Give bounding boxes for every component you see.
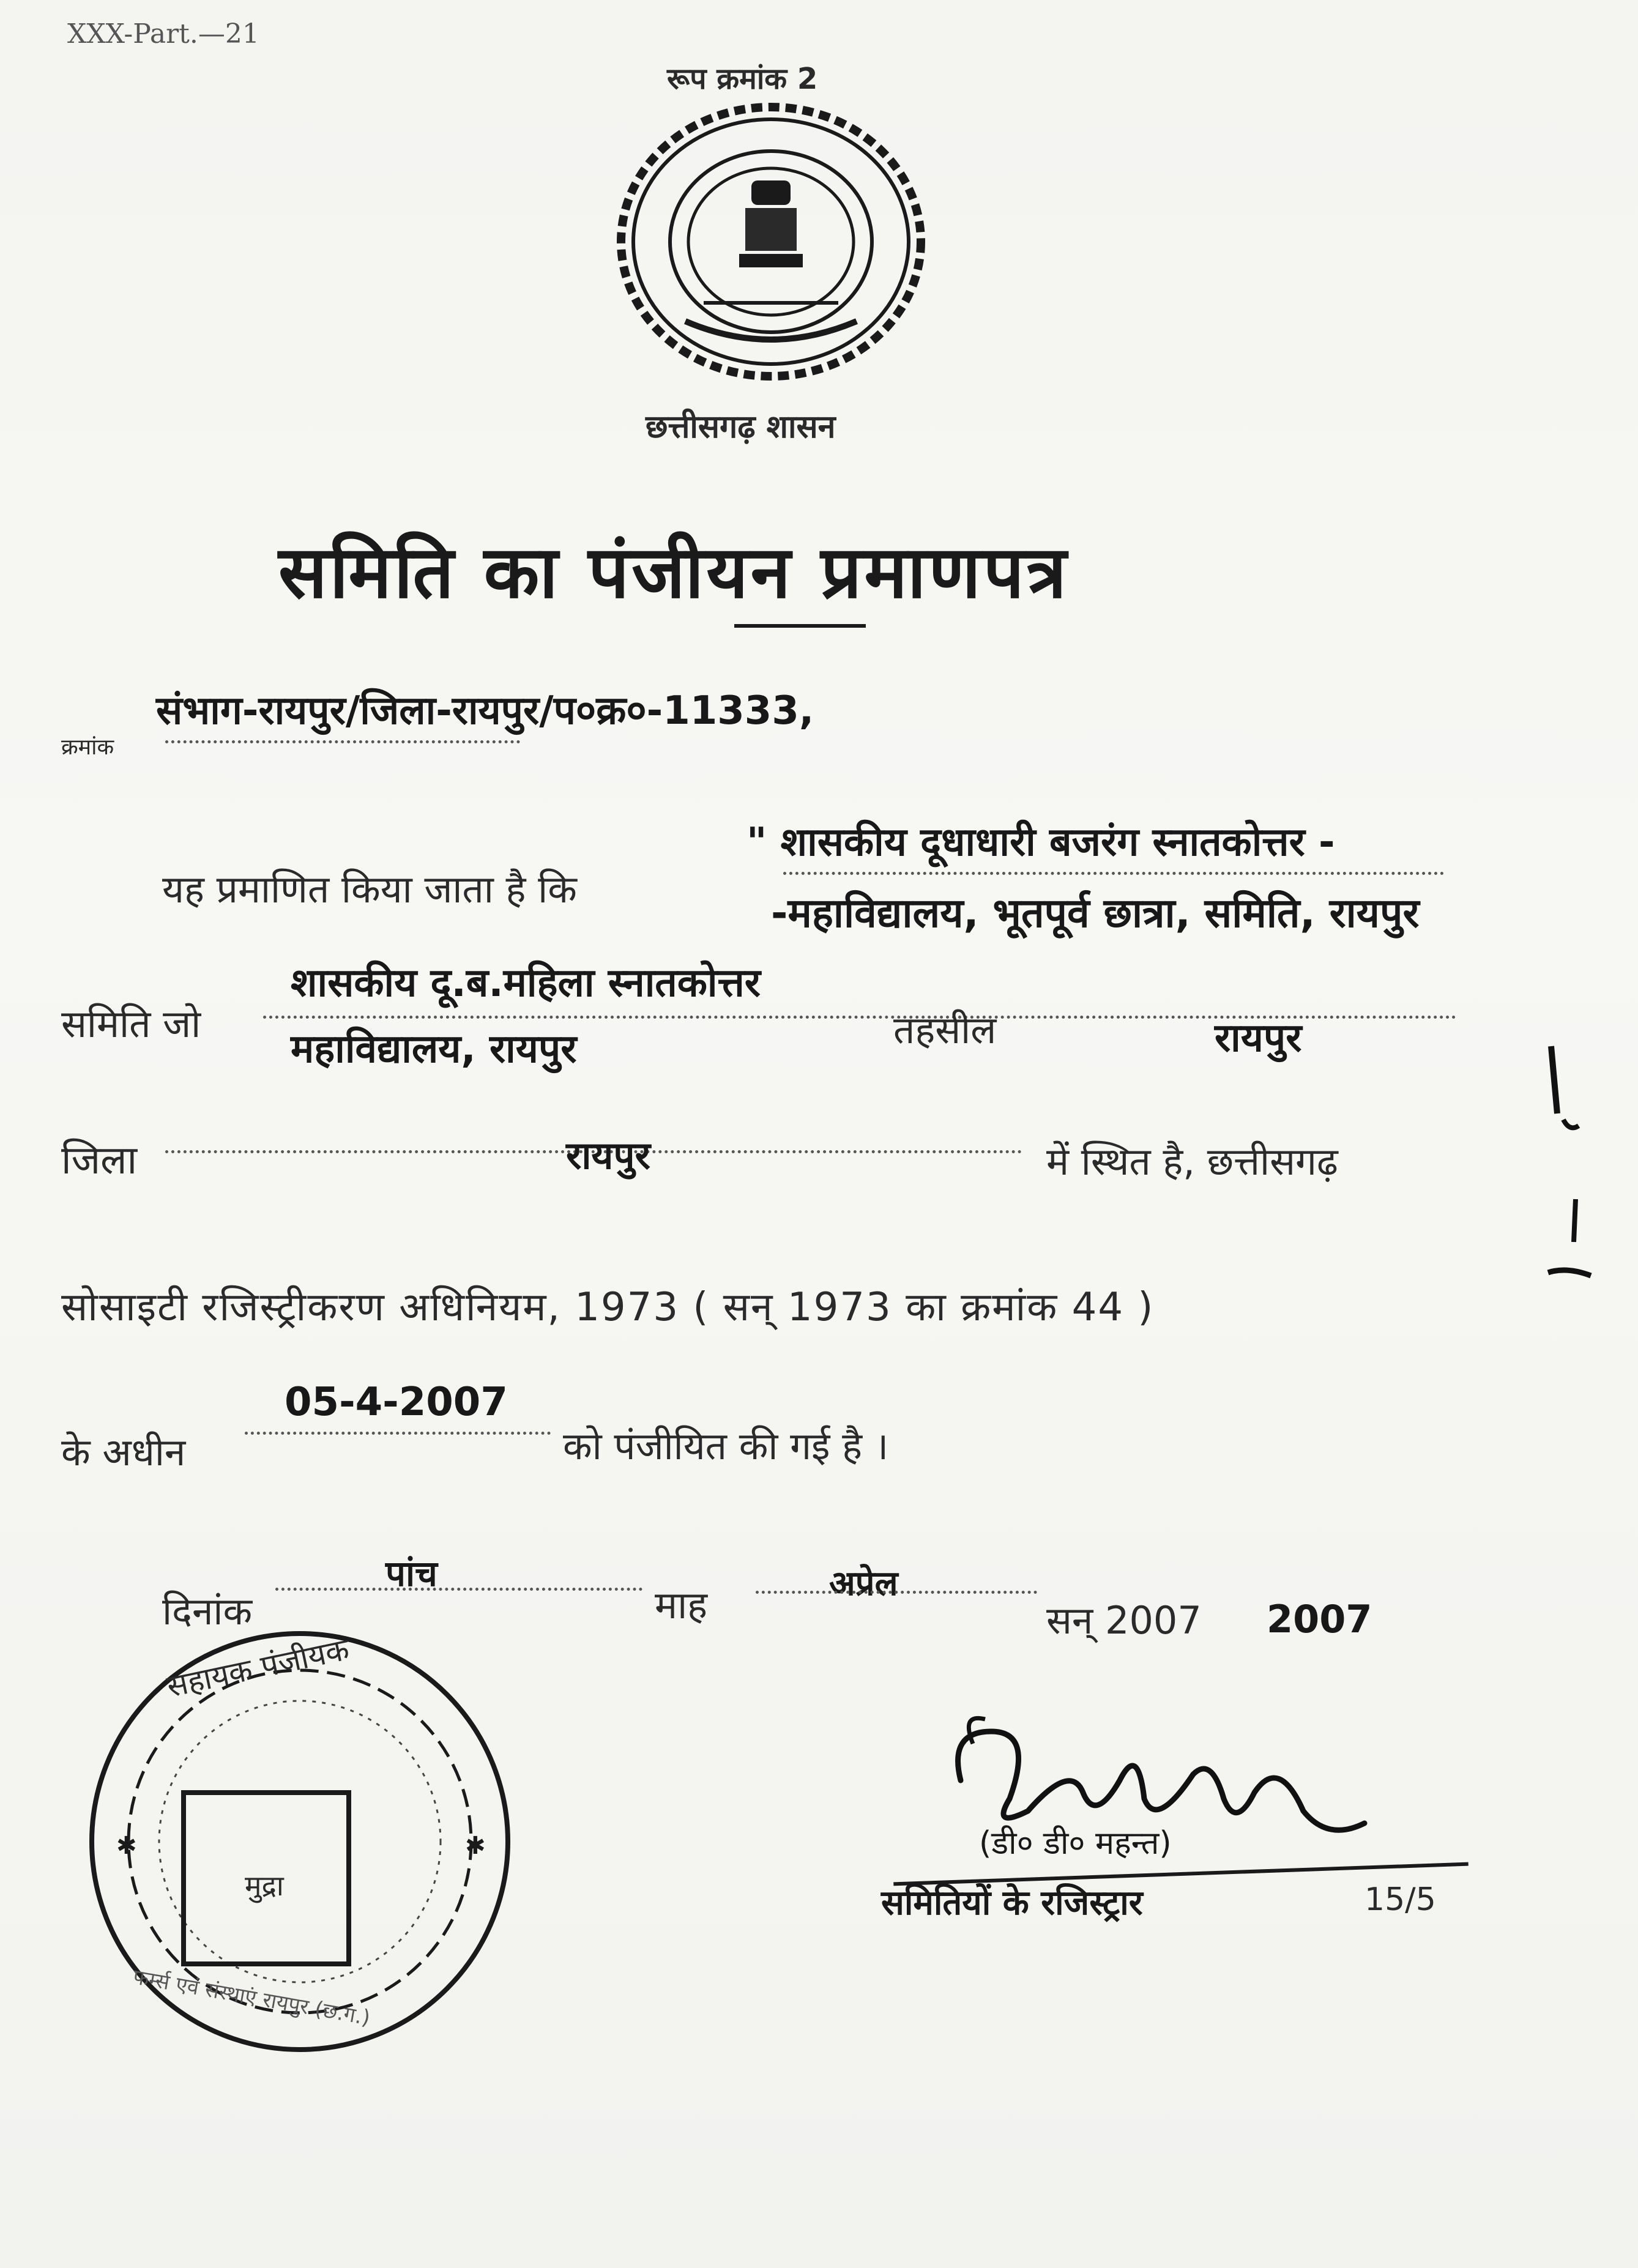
address-line1: शासकीय दू.ब.महिला स्नातकोत्तर xyxy=(291,961,761,1006)
district-label: जिला xyxy=(61,1138,138,1183)
registration-dotted-line xyxy=(165,740,520,743)
emblem-caption: छत्तीसगढ़ शासन xyxy=(646,409,836,445)
registered-text: को पंजीयित की गई है । xyxy=(563,1424,889,1468)
under-label: के अधीन xyxy=(61,1430,186,1474)
signature-note: 15/5 xyxy=(1364,1881,1436,1918)
signatory-designation: समितियों के रजिस्ट्रार xyxy=(881,1883,1143,1923)
month-label: माह xyxy=(655,1583,708,1627)
day-dotted-line xyxy=(275,1588,642,1591)
svg-text:✱: ✱ xyxy=(465,1832,486,1860)
state-emblem-icon xyxy=(612,101,930,382)
tehsil-label: तहसील xyxy=(893,1008,997,1052)
signatory-name: (डी० डी० महन्त) xyxy=(979,1825,1172,1862)
year-value: 2007 xyxy=(1267,1597,1372,1642)
svg-text:✱: ✱ xyxy=(116,1832,137,1860)
registration-label: क्रमांक xyxy=(61,735,114,760)
seal-box-label: मुद्रा xyxy=(245,1869,284,1902)
society-name-line1: " शासकीय दूधाधारी बजरंग स्नातकोत्तर - xyxy=(746,820,1335,865)
form-number: रूप क्रमांक 2 xyxy=(667,62,818,96)
registration-date: 05-4-2007 xyxy=(285,1380,508,1425)
registration-number: संभाग-रायपुर/जिला-रायपुर/प०क्र०-11333, xyxy=(156,688,814,734)
certify-prefix: यह प्रमाणित किया जाता है कि xyxy=(162,867,577,912)
situated-text: में स्थित है, छत्तीसगढ़ xyxy=(1046,1139,1338,1184)
tehsil-value: रायपुर xyxy=(1215,1016,1302,1061)
pen-marks-icon xyxy=(1530,1040,1603,1297)
day-label: दिनांक xyxy=(162,1589,253,1634)
seal-bottom-text: फर्म्स एवं संस्थाएं रायपुर (छ.ग.) xyxy=(131,1965,372,2031)
address-line2: महाविद्यालय, रायपुर xyxy=(291,1027,577,1072)
under-dotted-line xyxy=(245,1432,551,1435)
location-label: समिति जो xyxy=(61,1002,201,1046)
seal-top-text: सहायक पंजीयक xyxy=(163,1631,352,1705)
year-label: सन् 2007 xyxy=(1046,1598,1202,1643)
part-reference: XXX-Part.—21 xyxy=(67,18,259,50)
title-underline xyxy=(734,624,866,628)
month-value: अप्रेल xyxy=(829,1564,898,1604)
district-value: रायपुर xyxy=(566,1133,650,1178)
act-line: सोसाइटी रजिस्ट्रीकरण अधिनियम, 1973 ( सन् 1973 का क्रमांक 44 ) xyxy=(61,1285,1155,1330)
society-dotted-line xyxy=(783,872,1444,875)
day-value: पांच xyxy=(385,1553,437,1594)
month-dotted-line xyxy=(756,1591,1037,1594)
society-name-line2: -महाविद्यालय, भूतपूर्व छात्रा, समिति, रायपुर xyxy=(771,890,1420,937)
page-title: समिति का पंजीयन प्रमाणपत्र xyxy=(278,530,1069,614)
